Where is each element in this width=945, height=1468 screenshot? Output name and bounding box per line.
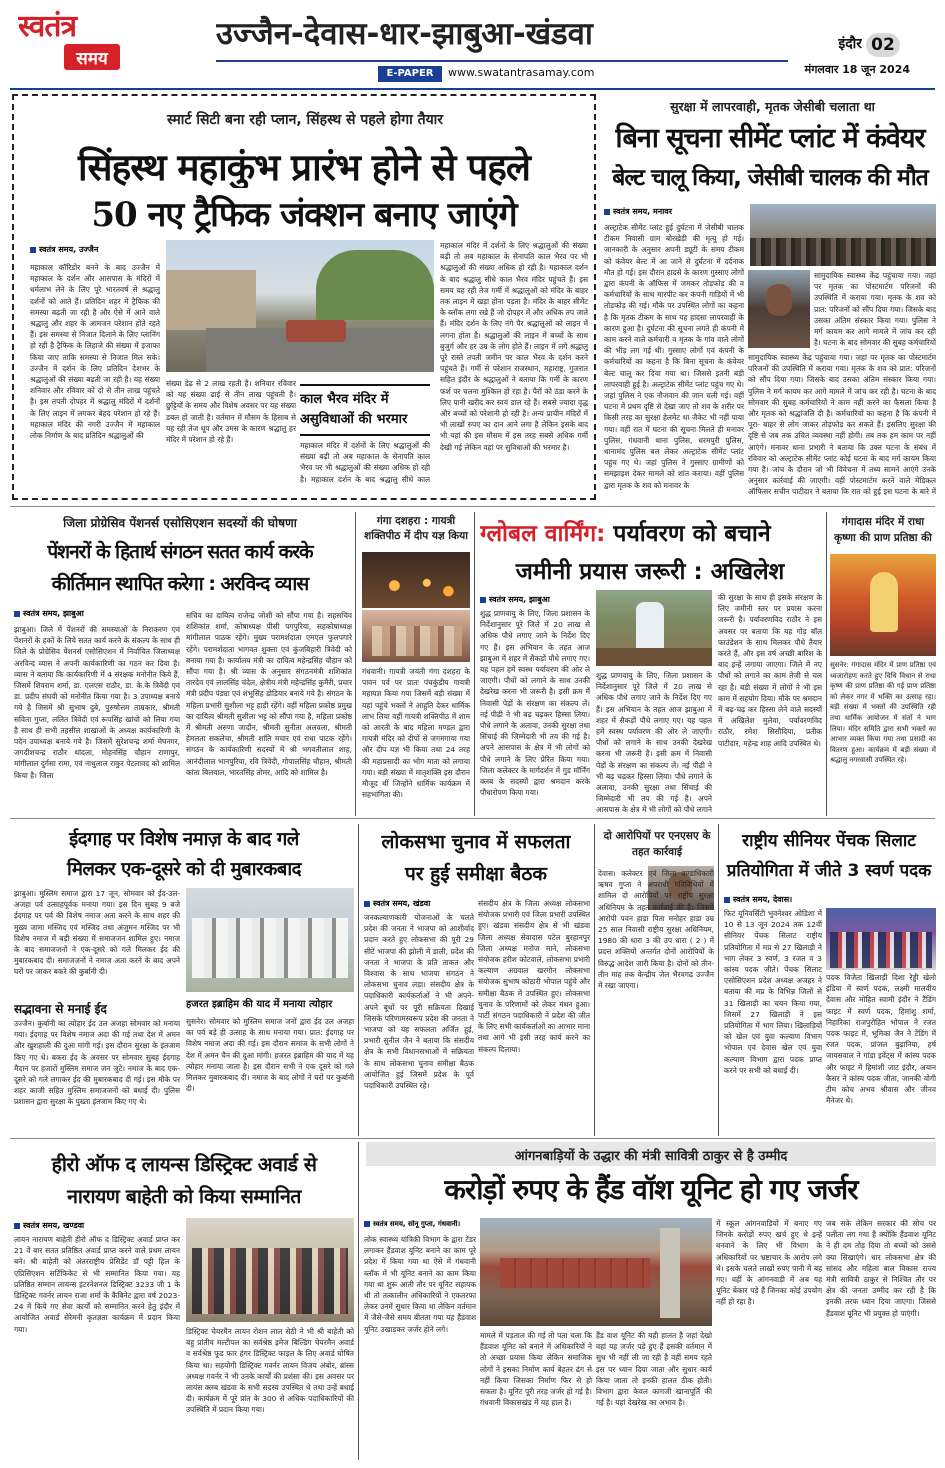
byline-marker	[364, 1221, 370, 1227]
simhastha-caption: काल भैरव मंदिर में असुविधाओं की भरमार	[300, 392, 408, 427]
pension-headline-2: कीर्तिमान स्थापित करेगा : अरविन्द व्यास	[51, 573, 309, 595]
photo-vehicles	[286, 320, 346, 342]
global-headline-2: जमीनी प्रयास जरूरी : अखिलेश	[515, 559, 785, 585]
loksabha-byline	[364, 898, 474, 910]
pension-headline-1: पेंशनरों के हितार्थ संगठन सतत कार्य करके	[47, 541, 313, 563]
global-body-1b: शुद्ध प्राणवायु के लिए, जिला प्रशासन के निर्देशानुसार पूरे जिले में 20 लाख से अधिक पौधे लगाए जाने के निर्देश दिए गए हैं। इस अभियान के तहत आज झाबुआ में शहर में सैकड़ों पौधे लगाए गए। यह पहल हमें स्वस्थ पर्यावरण की ओर ले जाएगी। पौधों को लगाने के साथ उनकी देखरेख करना भी जरूरी है। इसी क्रम में निवासी पेड़ों के संरक्षण का संकल्प लें। नई पीढ़ी ने भी बढ़ चढ़कर हिस्सा लिया। पौधे लगाने के अलावा, उनकी सुरक्षा तथा सिंचाई की जिम्मेदारी भी तय की गई है। अपने आसपास के क्षेत्र में भी लोगों को पौधे लगाने	[596, 671, 712, 814]
cement-victim-photo	[748, 270, 810, 348]
handwash-headline: करोड़ों रुपए के हैंड वॉश यूनिट हो गए जर्जर	[444, 1173, 858, 1206]
divider	[594, 824, 595, 1136]
loksabha-headline-1: लोकसभा चुनाव में सफलता	[381, 831, 571, 853]
cement-kicker: सुरक्षा में लापरवाही, मृतक जेसीबी चलाता था	[670, 99, 875, 114]
global-body-1: शुद्ध प्राणवायु के लिए, जिला प्रशासन के निर्देशानुसार पूरे जिले में 20 लाख से अधिक पौधे लगाए जाने के निर्देश दिए गए हैं। इस अभियान के तहत आज झाबुआ में शहर में सैकड़ों पौधे लगाए गए। यह पहल हमें स्वस्थ पर्यावरण की ओर ले जाएगी। पौधों को लगाने के साथ उनकी देखरेख करना भी जरूरी है। इसी क्रम में निवासी पेड़ों के संरक्षण का संकल्प लें। नई पीढ़ी ने भी बढ़ चढ़कर हिस्सा लिया। पौधे लगाने के अलावा, उनकी सुरक्षा तथा सिंचाई की जिम्मेदारी भी तय की गई है। अपने आसपास के क्षेत्र में भी लोगों को पौधे लगाने के लिए प्रेरित किया गया। जिला कलेक्टर के मार्गदर्शन में गुड मॉर्निंग क्लब के सदस्यों द्वारा श्रमदान करके पौधारोपण किया गया।	[480, 609, 590, 798]
simhastha-byline-text: स्वतंत्र समय, उज्जैन	[39, 245, 99, 254]
website-link[interactable]: www.swatantrasamay.com	[448, 66, 595, 79]
ganga-photo-1	[362, 552, 470, 608]
crowd-band	[750, 238, 936, 266]
lions-body-2: डिस्ट्रिक्ट चेयरमैन लायन रोशन लाल सेठी ने भी श्री बाहेती को बहु प्रांतीय मल्टीपल का सर्वश्रेष्ठ इमेज बिल्डिंग चेयरमैन अवार्ड व सर्वश्रेष्ठ फूड फार हंगर डिस्ट्रिक्ट फाइल के लिए अवार्ड घोषित किया था। सहयोगी डिस्ट्रिक्ट गवर्नर लायन विजय अंबोर, ब्रांस्स अध्यक्ष गवर्नर ने भी उनके कार्यों की प्रशंसा की। इस अवसर पर लायंस क्लब खंडवा के सभी सदस्य उपस्थित थे तथा उन्हें बधाई दी। कार्यक्रम में पूरे प्रांत के 300 से अधिक पदाधिकारियों की उपस्थिति में प्रदान किया गया।	[186, 1327, 354, 1415]
divider	[718, 824, 719, 1136]
lions-photo	[186, 1218, 354, 1322]
date-label: मंगलवार 18 जून 2024	[804, 63, 910, 76]
photo-crowd	[192, 918, 348, 978]
cement-byline-text: स्वतंत्र समय, मनावर	[613, 207, 672, 216]
loksabha-byline-text: स्वतंत्र समय, खंडवा	[373, 899, 431, 908]
cement-byline	[604, 206, 744, 218]
lions-headline-1: हीरो ऑफ द लायन्स डिस्ट्रिक्ट अवार्ड से	[51, 1153, 317, 1176]
photo-figures	[372, 626, 462, 656]
simhastha-caption-box	[300, 384, 430, 436]
divider	[358, 1142, 359, 1460]
simhastha-body-2: संख्या डेढ़ से 2 लाख रहती है। शनिवार रविवार को यह संख्या ढाई से तीन लाख पहुंचती है। छुट्टियों के समय और विशेष अवसर पर यह संख्या डबल हो जाती है। वर्तमान में मौसम के हिसाब से यह रही तेज धूप और उमस के कारण श्रद्धालु हर मंदिर में परेशान हो रहे हैं।	[166, 379, 296, 445]
simhastha-body-3a: महाकाल मंदिर में दर्शनों के लिए श्रद्धालुओं की संख्या बढ़ी तो अब महाकाल के सेनापति काल भैरव पर भी श्रद्धालुओं की संख्या अधिक हो रही है। महाकाल दर्शन के बाद श्रद्धालु सीधे काल	[300, 441, 430, 484]
byline-marker	[724, 897, 730, 903]
byline-marker	[364, 901, 370, 907]
simhastha-photo	[166, 240, 434, 372]
divider	[826, 512, 827, 816]
arrest-body: देवास। कलेक्टर एवं जिला दण्डाधिकारी ऋषव गुप्ता ने अपराधी गतिविधियों में शामिल दो आरोपियों पर राष्ट्रीय सुरक्षा अधिनियम के तहत कार्रवाई की है। जिसमें आरोपी पवन हाडा पिता मनोहर हाडा उम्र 25 साल निवासी राष्ट्रीय सुरक्षा अधिनियम, 1980 की धारा 3 की उप धारा ( 2 ) में प्रदत्त शक्तियों अन्तर्गत दोनों आरोपियों के विरुद्ध आदेश जारी किया है। दोनों को तीन-तीन माह तक केन्द्रीय जेल भैरवगढ़ उज्जैन में रखा जाएगा।	[598, 869, 714, 991]
cement-body-1: अल्ट्राटेक सीमेंट प्लांट हुई दुर्घटना में जेसीबी चालक टीकम निवासी ग्राम बोरखेड़ी की मृत्यु हो गई। जानकारी के अनुसार अपनी ड्यूटी के समय टीकम को कंवेयर बेल्ट में आ जाने से दुर्घटना में दर्दनाक मौत हो गई। इस दौरान हादसे के कारण गुस्साए लोगों द्वारा कंपनी के ऑफिस में जमकर तोड़फोड़ की व कर्मचारियों के साथ मारपीट कर कंपनी गाड़ियों में भी तोड़फोड़ की गई। मौके पर उपस्थित लोगों का कहना है कि मृतक टीकम के साथ यह हादसा लापरवाही के कारण हुआ है। दुर्घटना की सूचना लगते ही कंपनी में काम करने वाले कर्मचारी व मृतक के गांव वाले लोगों की भीड़ लग गई थी। गुस्साए लोगों एवं कंपनी के कर्मचारियों का कहना है कि बिना सूचना के कंवेयर बेल्ट चालू कर दिया गया था। जिससे इतनी बड़ी लापरवाही हुई है। अल्ट्राटेक सीमेंट प्लांट पहुंच गए थे। जहां पुलिस ने एक नौजवान की जान चली गई। वहीं घटना में प्रथम दृष्टि से देखा जाए तो शव के शरीर पर किसी तरह का सुरक्षा हेलमेट था जैकेट भी नहीं पाया गया। वहीं रात में घटना की सूचना मिलते ही मनावर पुलिस, गंधवानी थाना पुलिस, धरमपुरी पुलिस, थानामंद पुलिस बल लेकर अल्ट्राटेक सीमेंट प्लांट पहुंच गए थे। जहां पुलिस ने गुस्साए ग्रामीणों को समझाइश देकर मामले को शांत कराया। वहीं पुलिस द्वारा मृतक के शव को मनावर के	[604, 223, 744, 490]
global-headline-rest: पर्यावरण को बचाने	[613, 521, 771, 547]
global-byline	[480, 594, 610, 606]
row1-rule	[10, 506, 935, 507]
handwash-body-3: हैंड वाश यूनिट की यही हालत है जहां देखो वहां यह जर्जर पड़े हुए हैं इसकी वर्तमान में सुध भी नहीं ली जा रही है वहीं समय रहते इस पर ध्यान दिया जाता और सुधार कार्य किया जाता तो इनकी हालत ठीक होती। विभाग द्वारा केवल कागजी खानापूर्ति की गई है। यहां देखरेख का अभाव है।	[596, 1331, 712, 1408]
lions-headline-2: नारायण बाहेती को किया सम्मानित	[67, 1185, 301, 1208]
pension-byline	[14, 608, 154, 620]
photo-stage	[192, 1248, 348, 1314]
photo-soil	[596, 648, 712, 666]
page-number: 02	[866, 33, 900, 57]
pencak-headline-1: राष्ट्रीय सीनियर पेंचक सिलाट	[742, 831, 916, 851]
eid-sub1-body: उज्जैन। कुर्बानी का त्योहार ईद उल अजहा सोमवार को मनाया गया। ईदगाह पर विशेष नमाज अदा की गई तथा देश में अमन और खुशहाली की दुआ मांगी गई। इस दौरान सुरक्षा के इंतजाम किए गए थे। बकरा ईद के अवसर पर सोमवार सुबह ईदगाह मैदान पर हजारों मुस्लिम समाज जन जुटे। नमाज के बाद एक-दूसरे को गले लगाकर ईद की मुबारकबाद दी गई। इस मौके पर शहर काजी सहित मुस्लिम समाजजनों को बधाई दी। पुलिस प्रशासन द्वारा सुरक्षा के पुख्ता इंतजाम किए गए थे।	[14, 1019, 180, 1107]
arrest-kicker: दो आरोपियों पर एनएसए के तहत कार्रवाई	[603, 830, 711, 858]
divider	[355, 512, 356, 816]
byline-marker	[480, 597, 486, 603]
victim-face	[766, 284, 792, 316]
masthead	[0, 0, 945, 90]
divider	[358, 824, 359, 1136]
handwash-photo	[480, 1218, 712, 1326]
global-byline-text: स्वतंत्र समय, झाबुआ	[489, 595, 550, 604]
photo-pipe	[660, 1228, 680, 1318]
pension-kicker: जिला प्रोग्रेसिव पेंशनर्स एसोसिएशन सदस्यों की घोषणा	[63, 516, 297, 530]
pension-body-2: सचिव का दायित्व राजेन्द्र जोशी को सौंपा गया है। सहसचिव शशिकांत शर्मा, कोषाध्यक्ष पीसी पगपुरिया, सहकोषाध्यक्ष मांगीलाल पाठक रहेंगे। मुख्य परामर्शदाता एमएल फुलपगारे रहेंगे। परामर्शदाता भागवत शुक्ला एवं कुंजबिहारी त्रिवेदी को बनाया गया है। कार्यालय मंत्री का दायित्व महेन्द्रसिंह चौहान को सौंपा गया है। श्री व्यास के अनुसार संगठनमंत्री शशिकांत तारदेव एवं लालसिंह चंदेल, क्षेत्रीय मंत्री महेन्द्रसिंह कुमैरी, प्रचार मंत्री प्रदीप पंड्या एवं शंभूसिंह डोडियार बनाये गये है। संगठन के महिला प्रभारी सुशीला भट्ट हाड़ी रहेंगे। वहीं महिला प्रकोष्ठ प्रमुख का दायित्व श्रीमती सुशीला भट्ट को सौंपा गया है, महिला प्रकोष्ठ में श्रीमती अरुणा जादौन, श्रीमती सुनीता अलवला, श्रीमती हेमलता सकलेचा, श्रीमती शांति मचार एवं राधा पाटक रहेंगे। संगठन के कार्यकारिणी सदस्यों में श्री भगवतीलाल शाह, आनंदीलाल भानपुरिया, रवि त्रिवेदी, गोपालसिंह चौहान, श्रीमती कांता बिलवाल, भारतसिंह तोमर, आदि को शामिल है।	[186, 611, 352, 777]
global-headline-1	[480, 516, 820, 550]
photo-trees	[316, 250, 434, 320]
handwash-byline-text: स्वतंत्र समय, सोनू गुप्ता, गंधवानी।	[373, 1220, 461, 1228]
loksabha-headline-2: पर हुई समीक्षा बैठक	[405, 863, 547, 885]
byline-marker	[14, 611, 20, 617]
eid-photo	[186, 888, 354, 992]
global-headline-red: ग्लोबल वार्मिंग:	[480, 521, 606, 547]
lions-byline	[14, 1220, 124, 1232]
global-photo	[596, 590, 712, 666]
ganga-photo-2	[362, 610, 470, 662]
epaper-badge	[378, 66, 442, 82]
handwash-body-2: मामले में पड़ताल की गई तो पता चला कि हैंडवाश यूनिट को बनाने में अधिकारियों ने तो अच्छा प्रयास किया लेकिन समाजिक लोगों ने इसका निर्माण कार्य बेहतर ढंग से नहीं किया जिसका निर्माण फिर से हो सकता है। यूनिट पूरी तरह जर्जर हो गई है। गंधवानी विकासखंड में यह हाल है।	[480, 1331, 592, 1408]
brand-bottom: समय	[76, 49, 108, 68]
pencak-caption: पदक विजेता खिलाड़ी दिशा रेड्डी खेलो इंडिया में स्वर्ण पदक, लक्ष्मी मालवीय देवास और मोहित स्वामी इंदौर ने टैंडिंग फाइट में स्वर्ण पदक, हिमांशु शर्मा, निहारिका राजपुरोहित भोपाल ने रजत पदक फाइट में, भूमिका जैन ने टेंडिंग में रजत पदक, प्रांजल बुढ़ानिया, हर्ष जायसवाल ने गांडा इवेंट्स में कांस्य पदक और फाइट में हिमांशी जाट इंदौर, अयान कैसर ने कांस्य पदक जीता, जानकी योगी टीम कोच अभय श्रीवास और जीनव मैनेजर थे।	[826, 973, 936, 1106]
pencak-photo	[826, 908, 936, 970]
simhastha-body-1: महाकाल कॉरिडोर बनने के बाद उज्जैन में महाकाल के दर्शन और आसपास के मंदिरों में धर्मलाभ लेने के लिए पूरे भारतवर्ष से श्रद्धालु दर्शनों को आते हैं। प्रतिदिन शहर में ट्रैफिक की समस्या बढ़ती जा रही है और ऐसे में आने वाले श्रद्धालु और शहर के आमजन परेशान होते रहते हैं। इस समस्या से निजात दिलाने के लिए प्लानिंग हो रही है ट्रैफिक के लिहाजे की संख्या में इजाफा किया जाए ताकि समस्या से निजात मिल सके। उज्जैन में दर्शन के लिए प्रतिदिन देशभर के श्रद्धालुओं की संख्या बढ़ती जा रही है। यह संख्या शनिवार और रविवार को दो से तीन लाख पहुंचते है। इस तपती दोपहर में श्रद्धालु मंदिरों में दर्शनों के लिए लाइन में लगकर बेहद परेशान हो रहे हैं। महाकाल मंदिर की नगरी उज्जैन में महाकाल लोक निर्माण के बाद प्रतिदिन श्रद्धालुओं की	[30, 263, 160, 441]
gangadas-kicker: गंगादास मंदिर में राधा कृष्णा की प्राण प्रतिष्ठा की	[834, 516, 932, 544]
ganga-kicker: गंगा दशहरा : गायत्री शक्तिपीठ में दीप यज्ञ किया	[364, 515, 468, 542]
photo-idol	[870, 572, 898, 632]
lions-byline-text: स्वतंत्र समय, खण्डवा	[23, 1221, 85, 1230]
simhastha-headline-2: 50 नए ट्रैफिक जंक्शन बनाए जाएंगे	[91, 195, 517, 235]
photo-sink	[500, 1258, 650, 1288]
simhastha-body-3: महाकाल मंदिर में दर्शनों के लिए श्रद्धालुओं की संख्या बढ़ी तो अब महाकाल के सेनापति काल भैरव पर भी श्रद्धालुओं की संख्या अधिक हो रही है। महाकाल दर्शन के बाद श्रद्धालु सीधे काल भैरव मंदिर पहुंचते हैं। इस समय यह रही तेज गर्मी में श्रद्धालुओं को मंदिर के बाहर तक लाइन में खड़ा होना पड़ता है। मंदिर के बाहर सीमेंट के ब्लॉक लगा रखे हैं जो दोपहर में और अधिक तप जाते हैं। मंदिर दर्शन के लिए नंगे पैर श्रद्धालुओं को लाइन में लगना होता है। श्रद्धालुओं की लाइन में बच्चों के साथ बुजुर्ग और हर उम्र के लोग होते हैं। लाइन में लगे श्रद्धालु पूरे रास्ते तपती जमीन पर काल भैरव के दर्शन करने पहुंचते हैं। गर्मी से परेशान राजस्थान, महाराष्ट्र, गुजरात सहित इंदौर के श्रद्धालुओं ने बताया कि गर्मी के कारण फर्श पर चलना मुश्किल हो रहा है। पैरों को ठंडा करने के लिए पानी खरीद कर स्वयं डाल रहे हैं। सबसे ज्यादा वृद्ध और बच्चों को परेशानी हो रही है। अन्य प्राचीन मंदिरों में भी लाखों रुपए का दान आने लगा है लेकिन इसके बाद भी यहां की इस मौसम में इस तरह सबसे अधिक गर्मी देखी गई लेकिन वहां पर सुविधाओं की भरमार है।	[440, 241, 588, 452]
pencak-body: फिट यूनिवर्सिटी भुवनेश्वर ओडिशा में 10 से 13 जून 2024 तक 12वीं सीनियर पेंचक सिलाट राष्ट्रीय प्रतियोगिता में मप्र से 27 खिलाड़ी ने भाग लेकर 3 स्वर्ण, 3 रजत व 3 कांस्य पदक जीते। पेंचक सिलाट एसोसिएशन प्रदेश अध्यक्ष अजहर ने बताया की मप्र के विभिन्न जिलों से 31 खिलाड़ी का चयन किया गया, जिसमें 27 खिलाड़ी ने इस प्रतियोगिता में भाग लिया। खिलाड़ियों को खेल एवं युवा कल्याण विभाग भोपाल एवं देवास खेल एवं युवा कल्याण विभाग द्वारा पदक प्राप्त करने पर सभी को बधाई दी।	[724, 909, 822, 1075]
byline-marker	[30, 247, 36, 253]
eid-headline-1: ईदगाह पर विशेष नमाज़ के बाद गले	[69, 829, 299, 850]
eid-sub2-body: सुसनेर। सोमवार को मुस्लिम समाज जनों द्वारा ईद उल अजहा का पर्व बड़े ही उत्साह के साथ मनाया गया। प्रात: ईदगाह पर विशेष नमाज अदा की गई। इस दौरान समाज के सभी लोगों ने देश में अमन चैन की दुआ मांगी। हजरत इब्राहिम की याद में यह त्योहार मनाया जाता है। इस दौरान सभी ने एक दूसरे को गले मिलकर मुबारकबाद दी। नमाज के बाद लोगों ने घरों पर कुर्बानी दी।	[186, 1017, 354, 1094]
city-label: इंदौर	[838, 36, 862, 52]
row3-rule	[10, 1138, 935, 1139]
byline-marker	[604, 209, 610, 215]
divider	[474, 512, 475, 816]
global-body-2: की सुरक्षा के साथ ही इसके संरक्षण के लिए जमीनी स्तर पर प्रयास करना जरूरी है। पर्यावरणविद राठौर ने इस अवसर पर बताया कि यह गोड़ बॉल फाउंडेशन के साथ मिलकर पौधे तैयार करते हैं, और इस वर्ष अच्छी बारिश के बाद इन्हें लगाया जाएगा। जिले में नए पौधों को लगाने का काम तेजी से चल रहा है। बड़ी संख्या में लोगों ने भी इस काम में सहयोग दिया। मौके पर श्रमदान में बढ़-चढ़ कर हिस्सा लेने वाले सदस्यों में अखिलेश मुलेवा, पर्यावरणविद राठौर, रमेश सिसौदिया, प्रतीक पाटीदार, महेन्द्र शाह आदि उपस्थित थे।	[718, 593, 822, 748]
photo-team	[830, 932, 932, 968]
photo-person	[636, 602, 664, 652]
epaper-label: E-PAPER	[386, 68, 434, 79]
loksabha-body-1: जनकल्याणकारी योजनाओं के चलते प्रदेश की जनता ने भाजपा को आशीर्वाद प्रदान करते हुए लोकसभा की पूरी 29 सीटें भाजपा की झोली में डाली, प्रदेश की जनता ने भाजपा के प्रति ताकत और विश्वास के साथ भाजपा संगठन ने लोकसभा चुनाव लड़ा। संसदीय क्षेत्र के पदाधिकारी कार्यकर्ताओं ने भी अपने-अपने बूथों पर पूरी सक्रियता दिखाई जिसके परिणामस्वरूप प्रदेश की जनता ने भाजपा को यह सफलता अर्जित हुई, प्रभारी सुनील जैन ने बताया कि संसदीय क्षेत्र के सभी विधानसभाओं में सक्रियता के साथ लोकसभा चुनाव समीक्षा बैठक आयोजित हुई जिसमें प्रदेश के पूर्व पदाधिकारी उपस्थित रहे।	[364, 913, 474, 1091]
pencak-byline-text: स्वतंत्र समय, देवास।	[733, 895, 793, 904]
lions-body-1: लायन नारायण बाहेती हीरो ऑफ द डिस्ट्रिक्ट अवार्ड प्राप्त कर 21 वें बार सतत प्रतिष्ठित अवार्ड प्राप्त करने वाले प्रथम लायन बने। श्री बाहेती को अंतरराष्ट्रीय प्रेसिडेंट डॉ पट्टी हिल के एप्रिसिएशन सर्टिफिकेट से भी सम्मानित किया गया। यह प्रतिष्ठित सम्मान लायन्स इंटरनेशनल डिस्ट्रिक्ट 3233 जी 1 के डिस्ट्रिक्ट गवर्नर लायन राजा शर्मा के कैबिनेट द्वारा वर्ष 2023-24 में किये गए सेवा कार्यों को सम्मानित करने हेतु इंदौर में आयोजित अवार्ड सेरेमनी कृतज्ञता कार्यक्रम में प्रदान किया गया।	[14, 1235, 180, 1334]
loksabha-body-2: संसदीय क्षेत्र के जिला अध्यक्ष लोकसभा संयोजक प्रभारी एवं जिला प्रभारी उपस्थित हुए। खंडवा संसदीय क्षेत्र से भी खंडवा जिला अध्यक्ष सेवादास पटेल बुरहानपुर जिला अध्यक्ष मनोज माने, लोकसभा संयोजक हरीश कोटवाले, लोकसभा प्रभारी कल्याण अग्रवाल खरगोन लोकसभा संयोजक सुभाष कोठारी भोपाल पहुंचे और समीक्षा बैठक में उपस्थित हुए। लोकसभा चुनाव के परिणामों को लेकर मंथन हुआ। पार्टी संगठन पदाधिकारी ने प्रदेश की जीत के लिए सभी कार्यकर्ताओं का आभार माना तथा आगे भी इसी तरह कार्य करने का संकल्प दिलाया।	[478, 899, 590, 1054]
brand-bottom-badge	[64, 44, 120, 70]
masthead-rule	[10, 88, 935, 90]
cement-headline-1: बिना सूचना सीमेंट प्लांट में कंवेयर	[615, 123, 925, 154]
ganga-body: गंधवानी। गायत्री जयंती गंगा दशहरा के पावन पर्व पर प्रातः पंचकुंडीय गायत्री महायज्ञ किया गया जिसमें बड़ी संख्या में यहां पहुंचे भक्तों ने आहुति देकर धार्मिक लाभ लिया वहीं गायत्री शक्तिपीठ में शाम को आरती के बाद महिला मण्डल द्वारा गायत्री मंदिर को दीपों से जगमगाया गया और दीप यज्ञ भी किया तथा 24 तरह की महाप्रसादी का भोग माता को लगाया गया। बड़ी संख्या में मातृशक्ति इस दौरान मौजूद थीं जिन्होंने धार्मिक कार्यक्रम में सहभागिता की।	[362, 667, 470, 800]
byline-marker	[14, 1223, 20, 1229]
handwash-kicker: आंगनबाड़ियों के उद्धार की मंत्री सावित्री ठाकुर से है उम्मीद	[514, 1149, 788, 1164]
simhastha-kicker: स्मार्ट सिटी बना रही प्लान, सिंहस्थ से पहले होगा तैयार	[166, 112, 444, 128]
pencak-byline	[724, 894, 854, 906]
header-top-rule	[216, 60, 788, 62]
gangadas-caption: सुसनेर: गंगादास मंदिर में प्राण प्रतिष्ठा एवं ध्वजारोहण करते हुए विधि विधान से राधा कृष्ण की प्राण प्रतिष्ठा की गई प्राण प्रतिष्ठा को लेकर नगर में भक्ति का उत्साह रहा। बड़ी संख्या में भक्तों की उपस्थिति रही तथा धार्मिक आयोजन में संतों ने भाग लिया। मंदिर समिति द्वारा सभी भक्तों का आभार व्यक्त किया गया तथा प्रसादी का वितरण हुआ। कार्यक्रम में बड़ी संख्या में श्रद्धालु नगरवासी उपस्थित रहे।	[830, 661, 936, 765]
edition-title: उज्जैन-देवास-धार-झाबुआ-खंडवा	[216, 16, 593, 52]
cement-crowd-photo	[750, 204, 936, 266]
handwash-body-1: लोक स्वास्थ्य यांत्रिकी विभाग के द्वारा टेंडर लगाकर हैंडवाश यूनिट बनाने का काम पूरे प्रदेश में किया गया था ऐसे में गंधवानी ब्लॉक में भी यूनिट बनाने का काम किया गया था शुरू आती तौर पर यूनिट सहायक थी तो तत्कालीन अधिकारियों ने एकतरफा लेकर उनमें सुधार किया था लेकिन वर्तमान में जैसे-जैसे समय बीतता गया यह हैंडवाश यूनिट उखाड़कर जर्जर होने लगे।	[364, 1235, 476, 1334]
eid-sub1: सद्भावना से मनाई ईद	[14, 1002, 107, 1016]
pension-body-1: झाबुआ। जिले में पेंशनरों की समस्याओं के निराकरण एवं पेंशनरों के हकों के लिये सतत कार्य करने के संकल्प के साथ ही जिले के प्रोग्रेसिव पेंशनर्स एसोसिएशन में निर्वाचित जिलाध्यक्ष अरविन्द व्यास ने अपनी कार्यकारिणी का गठन कर दिया है। व्यास ने बताया कि कार्यकारिणी में 4 संरक्षक मनोनीत किये हैं, जिसमें शिवराम शर्मा, डा. एलएस राठौर, डा. के.के त्रिवेदी एवं डा. प्रदीप संघवी को मनोनीत किया गया है। 3 उपाध्यक्ष बनाये गये है जिसमें श्री सुभाष दुबे, पुरुषोत्तम ताम्रकार, श्रीमती सविता गुप्ता, ललित त्रिवेदी एवं रूपसिंह खांचो को लिया गया है साथ ही सभी तहसील शाखाओं के अध्यक्ष कार्यकारिणी के पदेन उपाध्यक्ष बनाये गये है। जिसमें सुरेशचन्द्र शर्मा मेघनगर, जगदीशचन्द्र राठौर थांदला, मोहनसिंह चौहान राणापुर, मांगीलाल दुर्गसा रामा, एवं नाथुलाल राकुर पेटलावद को शामिल किया है। जिला	[14, 625, 180, 780]
pension-byline-text: स्वतंत्र समय, झाबुआ	[23, 609, 84, 618]
photo-building	[166, 270, 256, 330]
eid-body: झाबुआ। मुस्लिम समाज द्वारा 17 जून, सोमवार को ईद-उल-अजहा पर्व उत्साहपूर्वक मनाया गया। इस दिन सुबह 9 बजे ईदगाह पर पर्व की विशेष नमाज अता करने के साथ शहर की मुख्य जामा मस्जिद एवं मस्जिद तथा अंजुमन मस्जिद पर भी विशेष नमाज में बड़ी संख्या में समाजजन शामिल हुए। नमाज के बाद समाजजनों ने एक-दूसरे को गले मिलकर ईद की मुबारकबाद दी। समाजजनों ने नमाज अता करने के बाद अपने घरों पर जाकर बकरे की कुर्बानी दी।	[14, 889, 180, 977]
eid-headline-2: मिलकर एक-दूसरे को दी मुबारकबाद	[67, 859, 301, 880]
pencak-headline-2: प्रतियोगिता में जीते 3 स्वर्ण पदक	[726, 861, 932, 881]
cement-body-2: सामुदायिक स्वास्थ्य केंद्र पहुंचाया गया। जहां पर मृतक का पोस्टमार्टम परिजनों की उपस्थिति में कराया गया। मृतक के शव को प्रात: परिजनों को सौंप दिया गया। जिसके बाद उसका अंतिम संस्कार किया गया। पुलिस ने मर्ग कायम कर आगे मामले में जांच कर रही है। घटना के बाद सोमवार की सुबह कर्मचारियों	[814, 271, 936, 348]
cement-body-2b: सामुदायिक स्वास्थ्य केंद्र पहुंचाया गया। जहां पर मृतक का पोस्टमार्टम परिजनों की उपस्थिति में कराया गया। मृतक के शव को प्रात: परिजनों को सौंप दिया गया। जिसके बाद उसका अंतिम संस्कार किया गया। पुलिस ने मर्ग कायम कर आगे मामले में जांच कर रही है। घटना के बाद सोमवार की सुबह कर्मचारियों ने काम नहीं करने का फैसला किया है और मृतक को श्रद्धांजलि दी है। कर्मचारियों का कहना है कि कंपनी में पूरा- बाहर से लोग जाकर तोड़फोड़ कर सकते हैं। इसलिए सुरक्षा की दृष्टि से जब तक उचित व्यवस्था नहीं होगी। तब तक हम काम पर नहीं आएंगे। मनावर थाना प्रभारी ने बताया कि उक्त घटना के संबंध में रविवार को अल्ट्राटेक सीमेंट प्लांट कोई घटना के बाद मर्ग कायम किया गया है। जांच के दौरान जो भी विवेचना में तथ्य सामने आएंगे उनके अनुसार कार्रवाई की जाएगी। वहीं पोस्टमार्टम करने वाले मेडिकल ऑफिसर सचीन पाटीदार ने बताया कि रात को हुई इस घटना के बारे में	[748, 353, 936, 496]
gangadas-photo	[830, 554, 936, 656]
brand-top[interactable]: स्वतंत्र	[18, 9, 77, 44]
cement-headline-2: बेल्ट चालू किया, जेसीबी चालक की मौत	[612, 165, 928, 191]
row2-rule	[10, 818, 935, 819]
handwash-body-5: जब सके लेकिन सरकार की सोच पर पलीता लग गया है क्योंकि हैंडवाश यूनिट ने ही दम तोड़ दिया तो बच्चों को उससे क्या सिखाएंगे। धार लोकसभा क्षेत्र की सांसद और महिला बाल विकास राज्य मंत्री सावित्री ठाकुर से निश्चित तौर पर क्षेत्र की जनता उम्मीद कर रही है कि इनकी तरफ ध्यान दिया जाएगा। जिससे हैंडवाश यूनिट भी प्रयुक्त हो पाएंगी।	[826, 1219, 936, 1318]
handwash-body-4: में स्कूल आंगनवाड़ियों में बनाए गए जिनके करोड़ों रुपए खर्च हुए थे इन्हें बनवाने के लिए भी विभाग के अधिकारियों पर भ्रष्टाचार के आरोप लगे थे। इसके चलते लाखों रुपए पानी में बह गए। वहीं के आंगनवाड़ी में अब यह यूनिट बेकार पड़े हैं जिनका कोई उपयोग नहीं हो रहा है।	[716, 1219, 822, 1307]
eid-sub2: हजरत इब्राहिम की याद में मनाया त्योहार	[186, 999, 333, 1010]
handwash-kicker-box	[366, 1142, 936, 1166]
simhastha-headline-1: सिंहस्थ महाकुंभ प्रारंभ होने से पहले	[77, 145, 531, 188]
